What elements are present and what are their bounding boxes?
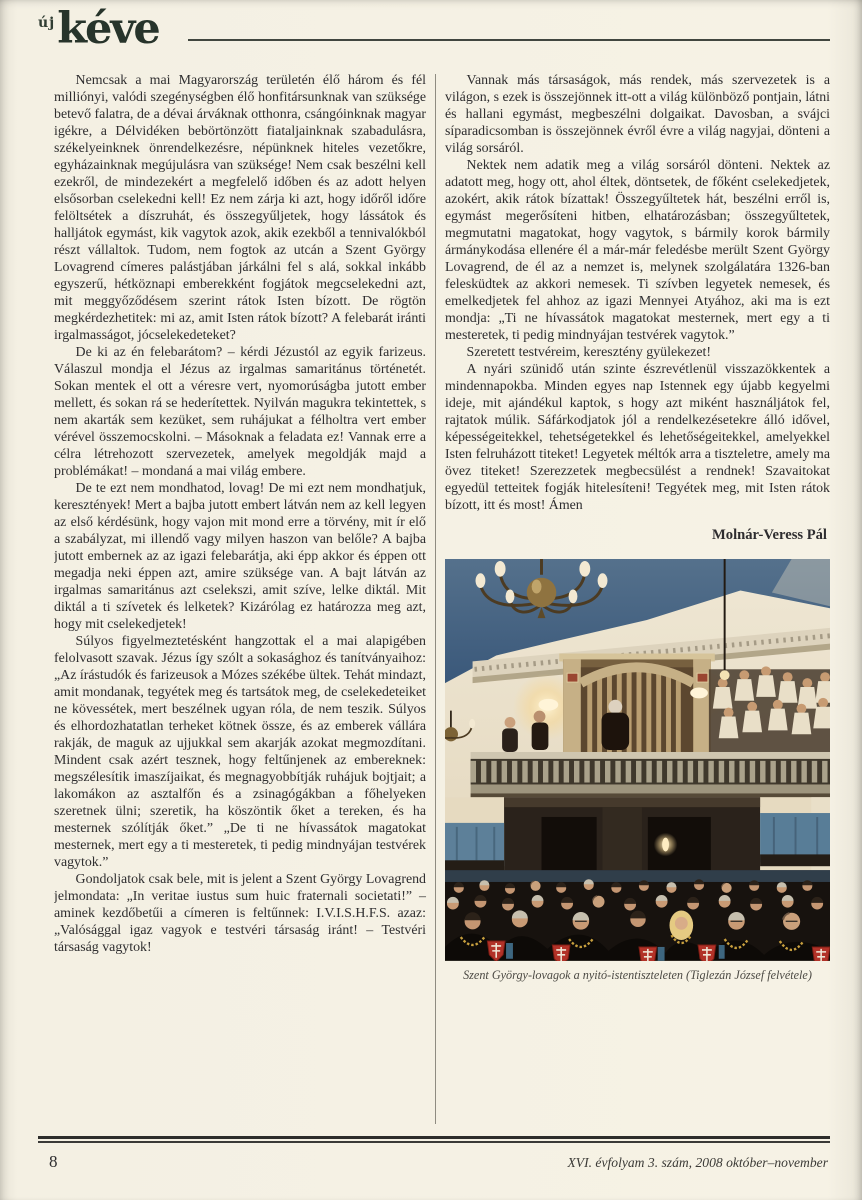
page-footer xyxy=(38,1136,830,1172)
masthead-rule xyxy=(188,39,830,41)
issue-info: XVI. évfolyam 3. szám, 2008 október–november xyxy=(567,1155,828,1170)
article-paragraph: Vannak más társaságok, más rendek, más szervezetek is a világon, s ezek is összejönnek itt-ott a világ különböző pontjain, látni és hallani egymást, megbeszélni dolgaikat. Davosban, a svájci síparadicsomban is összejönnek évről évre a világ nagyjai, dönteni a világ sorsáról. xyxy=(445,73,830,156)
masthead xyxy=(38,4,832,62)
article-paragraph: Szeretett testvéreim, keresztény gyülekezet! xyxy=(466,345,712,360)
photo-figure xyxy=(445,559,830,983)
article-column-left xyxy=(54,72,426,1130)
article-byline: Molnár-Veress Pál xyxy=(712,527,827,543)
article-paragraph: Súlyos figyelmeztetésként hangzottak el a mai alapigében felolvasott szavak. Jézus így szólt a sokasághoz és tanítványaihoz: „Az írástudók és farizeusok a Mózes székébe ültek. Tehát mindazt, amit mondanak, tegyétek meg és tartsátok meg, de cselekedeteiket ne kövessétek, mert beszélnek ugyan róla, de nem teszik. Súlyos és elhordozhatatlan terheket kötnek össze, és az emberek vállára rakják, de maguk az ujjukkal sem akarják azokat megmozdítani. Mindent csak azért tesznek, hogy feltűnjenek az embereknek: megszélesítik imaszíjaikat, és megnagyobbítják ruhájuk bojtjait; a lakomákon az asztalfőn és a zsinagógákban a főhelyeken szeretnek ülni; szeretik, ha köszöntik őket a tereken, és ha mesternek szólítják őket.” „De ti ne hívassátok magatokat mesternek, mert egy a ti mesteretek, ti pedig mindnyájan testvérek vagytok.” xyxy=(54,634,426,870)
footer-rule-bottom xyxy=(38,1141,830,1143)
article-column-right xyxy=(445,72,830,1130)
logo-title: kéve xyxy=(57,4,159,54)
article-paragraph: De ki az én felebarátom? – kérdi Jézustól az egyik farizeus. Válaszul mondja el Jézus az irgalmas samaritánus történetét. Sokan mentek el ott a véresre vert, nyomorúságba jutott ember mellett, és sokan rá se hederítettek. Nyilván magukra tekintettek, s nem akarták sem kezüket, sem ruhájukat a félholtra vert ember vérével összemocskolni. – Másoknak a feladata ez! Vannak erre a célra létrehozott szervezetek, amelyek megoldják majd a problémákat! – mondaná a mai világ embere. xyxy=(54,345,426,479)
article-paragraph: Nektek nem adatik meg a világ sorsáról dönteni. Nektek az adatott meg, hogy ott, ahol éltek, döntsetek, de főként cselekedjetek, azokért, akik rátok bízattak! Összegyűltetek hát, beszélni erről is, egymást megerősíteni hitben, elhatározásban; összegyűltetek, megmutatni magatokat, hogy vagytok, s bármily korok bármily ármánykodása ellenére él a már-már feledésbe merült Szent György Lovagrend, de él az a nemzet is, melynek szolgálatára 1326-ban felesküdtek az akkori nemesek. Ti szívben legyetek nemesek, és emelkedjetek fel ahhoz az igazi Mennyei Atyához, aki ma is ezt mondja: „Ti ne hívassátok magatokat mesternek, mert egy a ti mesteretek, ti pedig mindnyájan testvérek vagytok.” xyxy=(445,158,830,343)
page-number: 8 xyxy=(49,1152,58,1171)
footer-row xyxy=(38,1152,830,1172)
church-interior-photo xyxy=(445,559,830,961)
article-paragraph: Nemcsak a mai Magyarország területén élő három és fél milliónyi, valódi szegénységben élő honfitársunknak van szüksége betevő falatra, de a dévai árváknak otthonra, csángóinknak magyar igékre, a Délvidéken bebörtönzött fiataljainknak szabadulásra, székelyeinknek önrendelkezésre, népünknek hiteles vezetőkre, egyházainknak megújulásra van szüksége! Nem csak beszélni kell ezekről, de mindezekért a megfelelő időben és az adott helyen elsősorban cselekedni kell! Ez nem zárja ki azt, hogy időről időre felöltsétek a díszruhát, és összegyűljetek, hogy lássátok és halljátok egymást, kik vagytok azok, akik ezekből a tennivalókból részt vállaltok. Tudom, nem fogtok az utcán a Szent György Lovagrend címeres palástjában járkálni fel s alá, sokkal inkább egyszerű, hétköznapi emberekként fogjátok megcselekedni azt, mit meggyőződésem szerint rátok Isten bízott. De rögtön megkérdezhetitek: mi az, amit Isten rátok bízott? A felebarát iránti irgalmasságot, jócselekedeteket? xyxy=(54,73,426,343)
article-paragraph: De te ezt nem mondhatod, lovag! De mi ezt nem mondhatjuk, keresztények! Mert a bajba jutott embert látván nem az kell legyen az első kérdésünk, hogy vajon mit mond erre a törvény, mit ír elő a szabályzat, mi illendő vagy milyen haszon van belőle? A bajba jutott embernek az az igazi felebarátja, aki épp akkor és éppen ott megadja neki éppen azt, amire szüksége van. A bajt látván az irgalmas samaritánus azt cselekszi, amit szíve, lelke diktál. Mit diktál a ti szívetek és lelketek? Kizárólag ez határozza meg azt, hogy mit cselekedjetek! xyxy=(54,481,426,632)
article-body xyxy=(54,72,830,1130)
article-paragraph: Gondoljatok csak bele, mit is jelent a Szent György Lovagrend jelmondata: „In veritae iustus sum huic fraternali societati!” – aminek kezdőbetűi a címeren is feltűnnek: I.V.I.S.H.F.S. azaz: „Valósággal igaz vagyok e testvéri társaság iránt! – Testvéri társaság vagytok! xyxy=(54,872,426,955)
magazine-logo xyxy=(38,4,159,54)
photo-caption: Szent György-lovagok a nyitó-istentiszteleten (Tiglezán József felvétele) xyxy=(463,967,812,982)
footer-rule-top xyxy=(38,1136,830,1139)
logo-prefix: új xyxy=(38,15,56,31)
column-divider xyxy=(435,74,436,1124)
article-paragraph: A nyári szünidő után szinte észrevétlenül visszazökkentek a mindennapokba. Minden egyes nap Istennek egy újabb kegyelmi ideje, mit ajándékul kaptok, s hogy azt miként használjátok fel, rajtatok múlik. Sáfárkodjatok jól a rendelkezésetekre álló idővel, képességeitekkel, tehetségetekkel és lehetőségeitekkel, amelyekkel Isten felruházott titeket! Legyetek méltók arra a tiszteletre, amely ma övez titeket! Szerezzetek megbecsülést a rendnek! Szavaitokat egyedül tetteitek fogják hitelesíteni! Tegyétek meg, mit Isten rátok bízott, itt és most! Ámen xyxy=(445,362,830,513)
